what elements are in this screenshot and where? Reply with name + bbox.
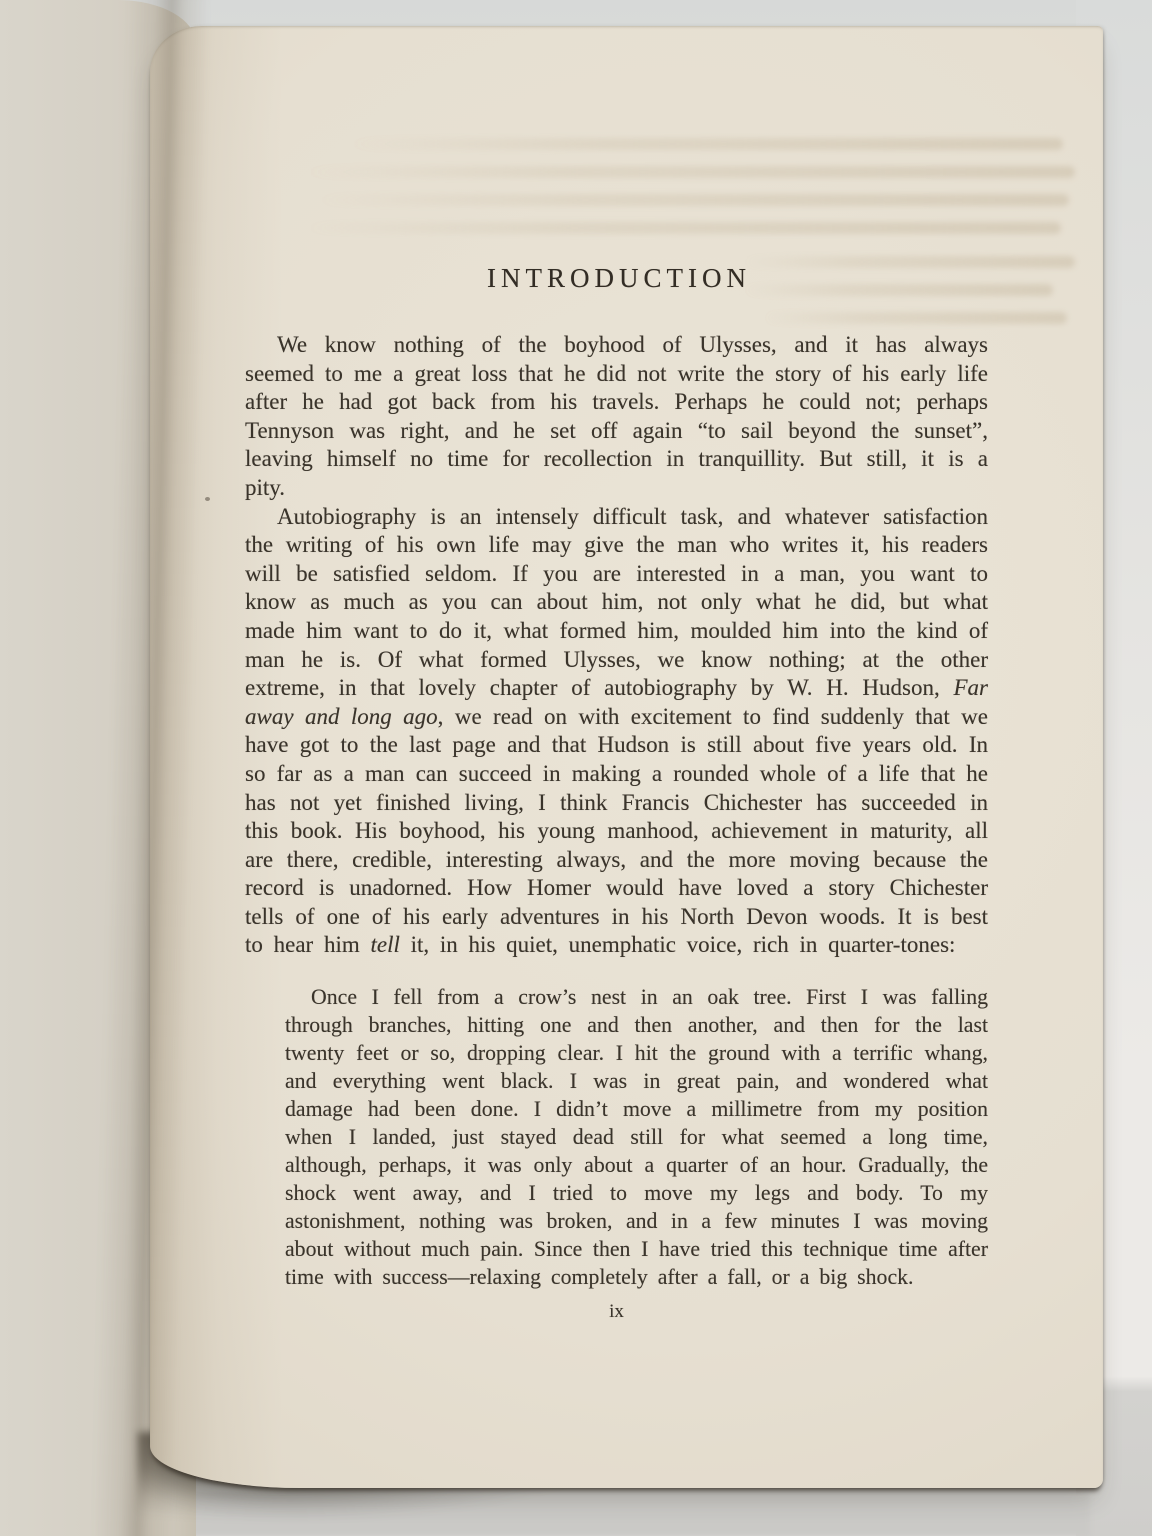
- page-number: ix: [609, 1301, 624, 1323]
- emphasis-italic: tell: [370, 932, 400, 958]
- paragraph-2-text: it, in his quiet, unemphatic voice, rich in quarter-tones:: [399, 932, 956, 958]
- paragraph-2-text: Autobiography is an intensely difficult task, and whatever satisfaction the writing of his own life may give the man who writes it, his readers will be satisfied seldom. If you are interested in a man, you want to know as much as you can about him, not only what he did, but what made him want to do it, what formed him, moulded him into the kind of man he is. Of what formed Ulysses, we know nothing; at the other extreme, in that lovely chapter of autobiography by W. H. Hudson,: [245, 503, 988, 701]
- paragraph-2: [245, 503, 988, 961]
- book-page: [150, 26, 1103, 1488]
- block-quote: Once I fell from a crow’s nest in an oak tree. First I was falling through branches, hitting one and then another, and then for the last twenty feet or so, dropping clear. I hit the ground with a terrific whang, and everything went black. I was in great pain, and wondered what damage had been done. I didn’t move a millimetre from my position when I landed, just stayed dead still for what seemed a long time, although, perhaps, it was only about a quarter of an hour. Gradually, the shock went away, and I tried to move my legs and body. To my astonishment, nothing was broken, and in a few minutes I was moving about without much pain. Since then I have tried this technique time after time with success—relaxing completely after a fall, or a big shock.: [285, 985, 988, 1290]
- book-title-italic: Far away and long ago: [245, 675, 988, 729]
- page-text-block: [245, 263, 988, 1323]
- paragraph-2-text: , we read on with excitement to find suddenly that we have got to the last page and that Hudson is still about five years old. In so far as a man can succeed in making a rounded whole of a life that he has not yet finished living, I think Francis Chichester has succeeded in this book. His boyhood, his young manhood, achievement in maturity, all are there, credible, interesting always, and the more moving because the record is unadorned. How Homer would have loved a story Chichester tells of one of his early adventures in his North Devon woods. It is best to hear him: [245, 703, 988, 958]
- page-title: INTRODUCTION: [487, 263, 751, 293]
- paragraph-1: We know nothing of the boyhood of Ulysses, and it has always seemed to me a great loss that he did not write the story of his early life after he had got back from his travels. Perhaps he could not; perhaps Tennyson was right, and he set off again “to sail beyond the sunset”, leaving himself no time for recollection in tranquillity. But still, it is a pity.: [245, 332, 988, 500]
